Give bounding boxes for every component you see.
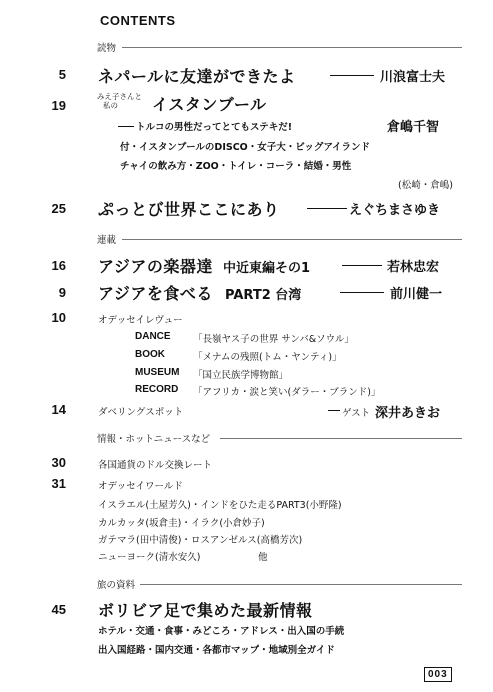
review-text: 「アフリカ・涙と笑い(ダラー・ブランド)」 (193, 387, 381, 398)
page-number: 10 (51, 310, 66, 325)
section-rule (122, 239, 462, 240)
section-rule (122, 47, 462, 48)
section-label-travel: 旅の資料 (97, 580, 136, 591)
entry-title: アジアの楽器達 (98, 257, 213, 276)
world-etc: 他 (258, 552, 268, 563)
entry-title: ボリビア足で集めた最新情報 (98, 601, 313, 620)
review-category: RECORD (135, 384, 179, 395)
dash-rule (118, 126, 134, 127)
entry-detail: ホテル・交通・食事・みどころ・アドレス・出入国の手続 (98, 626, 345, 637)
entry-author: 若林忠宏 (387, 260, 440, 275)
page-number: 14 (51, 402, 66, 417)
world-item: ニューヨーク(清水安久) (98, 552, 201, 563)
dash-rule (328, 410, 340, 411)
dash-rule (342, 265, 382, 266)
entry-title: ダベリングスポット (98, 407, 184, 418)
entry-title-suffix: PART2 台湾 (225, 288, 302, 303)
entry-title: ネパールに友達ができたよ (98, 67, 296, 86)
section-label-series: 連載 (97, 235, 117, 246)
entry-detail: 付・イスタンブールのDISCO・女子大・ビッグアイランド (120, 142, 371, 153)
entry-credit: (松崎・倉嶋) (398, 180, 453, 191)
dash-rule (307, 208, 347, 209)
page-number: 45 (51, 602, 66, 617)
entry-author: 倉嶋千智 (387, 120, 440, 135)
entry-title-suffix: 中近東編その1 (223, 261, 311, 276)
section-rule (140, 584, 462, 585)
entry-title: ぷっとび世界ここにあり (98, 200, 280, 219)
page-number: 30 (51, 455, 66, 470)
entry-title: 各国通貨のドル交換レート (98, 460, 213, 471)
dash-rule (340, 292, 384, 293)
world-item: ガテマラ(田中清俊)・ロスアンゼルス(高橋芳次) (98, 535, 303, 546)
folio-page-number: 003 (424, 667, 452, 682)
review-text: 「メナムの残照(トム・ヤンティ)」 (193, 352, 342, 363)
guest-label: ゲスト (342, 408, 371, 419)
entry-subtitle: トルコの男性だってとてもステキだ! (136, 122, 293, 133)
section-label-reading: 読物 (97, 43, 117, 54)
entry-title: アジアを食べる (98, 284, 213, 303)
entry-author: 深井あきお (375, 406, 441, 421)
entry-title: オデッセイレヴュー (98, 315, 183, 326)
entry-prefix: 私の (103, 101, 118, 110)
entry-title: イスタンブール (152, 95, 267, 114)
entry-title: オデッセイワールド (98, 481, 183, 492)
review-text: 「国立民族学博物館」 (193, 370, 289, 381)
page-number: 25 (51, 201, 66, 216)
review-text: 「長嶺ヤス子の世界 サンバ&ソウル」 (193, 334, 354, 345)
entry-prefix: みえ子さんと (97, 92, 142, 101)
dash-rule (330, 75, 374, 76)
entry-detail: 出入国経路・国内交通・各都市マップ・地域別全ガイド (98, 645, 335, 656)
section-label-info: 情報・ホットニュースなど (97, 434, 211, 445)
page-number: 9 (58, 285, 66, 300)
review-category: MUSEUM (135, 367, 180, 378)
entry-detail: チャイの飲み方・ZOO・トイレ・コーラ・結婚・男性 (120, 161, 352, 172)
page-number: 19 (51, 98, 66, 113)
world-item: カルカッタ(坂倉圭)・イラク(小倉妙子) (98, 518, 265, 529)
page-number: 16 (51, 258, 66, 273)
entry-author: 前川健一 (390, 287, 443, 302)
review-category: BOOK (135, 349, 165, 360)
page-title: CONTENTS (100, 13, 176, 28)
review-category: DANCE (135, 331, 171, 342)
page-number: 5 (58, 67, 66, 82)
entry-author: えぐちまさゆき (349, 203, 441, 218)
page-number: 31 (51, 476, 66, 491)
section-rule (220, 438, 462, 439)
entry-author: 川浪富士夫 (380, 70, 446, 85)
world-item: イスラエル(土屋芳久)・インドをひた走るPART3(小野隆) (98, 500, 342, 511)
